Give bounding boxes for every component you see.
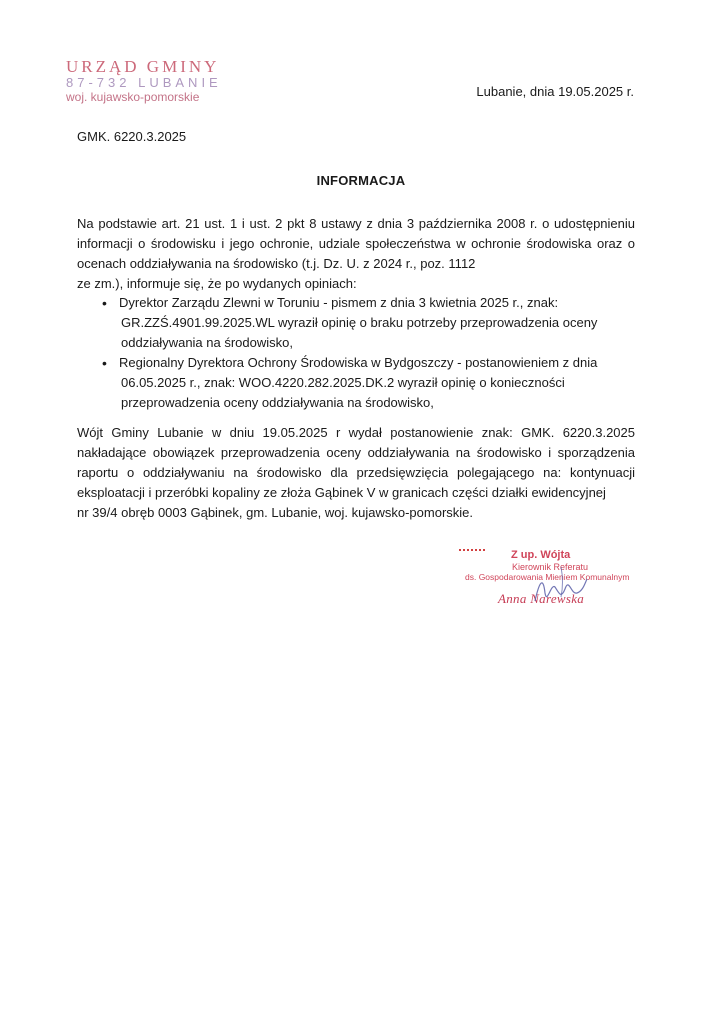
decision-paragraph-text: Wójt Gminy Lubanie w dniu 19.05.2025 r wydał postanowienie znak: GMK. 6220.3.2025 nakładające obowiązek przeprowadzenia oceny oddziaływania na środowisko i sporządzenia raportu o oddziaływaniu na środowisko dla przedsięwzięcia polegającego na: kontynuacji eksploatacji i przeróbki kopaliny ze złoża Gąbinek V w granicach części działki ewidencyjnej	[77, 425, 635, 500]
opinion-item	[77, 353, 635, 413]
intro-paragraph	[77, 214, 635, 294]
handwritten-signature-icon	[525, 553, 595, 611]
opinion-item-rest: 06.05.2025 r., znak: WOO.4220.282.2025.DK.2 wyraził opinię o konieczności przeprowadzenia oceny oddziaływania na środowisko,	[121, 375, 565, 410]
signature-stamp	[455, 545, 655, 615]
stamp-dots-mark	[459, 549, 485, 553]
opinions-list	[77, 293, 635, 413]
stamp-voivodeship: woj. kujawsko-pomorskie	[66, 90, 200, 104]
case-reference: GMK. 6220.3.2025	[77, 129, 187, 144]
document-title: INFORMACJA	[316, 173, 406, 188]
signature-on-behalf: Z up. Wójta	[511, 549, 571, 561]
office-stamp	[66, 58, 246, 105]
intro-paragraph-text: Na podstawie art. 21 ust. 1 i ust. 2 pkt 8 ustawy z dnia 3 października 2008 r. o udostępnieniu informacji o środowisku i jego ochronie, udziale społeczeństwa w ochronie środowiska oraz o ocenach oddziaływania na środowisko (t.j. Dz. U. z 2024 r., poz. 1112	[77, 216, 635, 271]
opinion-item-rest: GR.ZZŚ.4901.99.2025.WL wyraził opinię o braku potrzeby przeprowadzenia oceny oddziaływania na środowisko,	[121, 315, 598, 350]
stamp-postal-code: 87-732 LUBANIE	[66, 75, 222, 90]
opinion-item	[77, 293, 635, 353]
signature-name: Anna Narewska	[498, 591, 585, 606]
decision-paragraph-last-line: nr 39/4 obręb 0003 Gąbinek, gm. Lubanie, woj. kujawsko-pomorskie.	[77, 505, 473, 520]
stamp-office-name: URZĄD GMINY	[66, 57, 220, 76]
place-and-date: Lubanie, dnia 19.05.2025 r.	[476, 84, 634, 99]
opinion-item-line1: Regionalny Dyrektora Ochrony Środowiska w Bydgoszczy - postanowieniem z dnia	[119, 355, 598, 370]
signature-role-department: ds. Gospodarowania Mieniem Komunalnym	[465, 572, 630, 582]
intro-paragraph-tail: ze zm.), informuje się, że po wydanych opiniach:	[77, 276, 357, 291]
opinion-item-line1: Dyrektor Zarządu Zlewni w Toruniu - pismem z dnia 3 kwietnia 2025 r., znak:	[119, 295, 559, 310]
signature-role-title: Kierownik Referatu	[512, 562, 589, 572]
decision-paragraph	[77, 423, 635, 523]
